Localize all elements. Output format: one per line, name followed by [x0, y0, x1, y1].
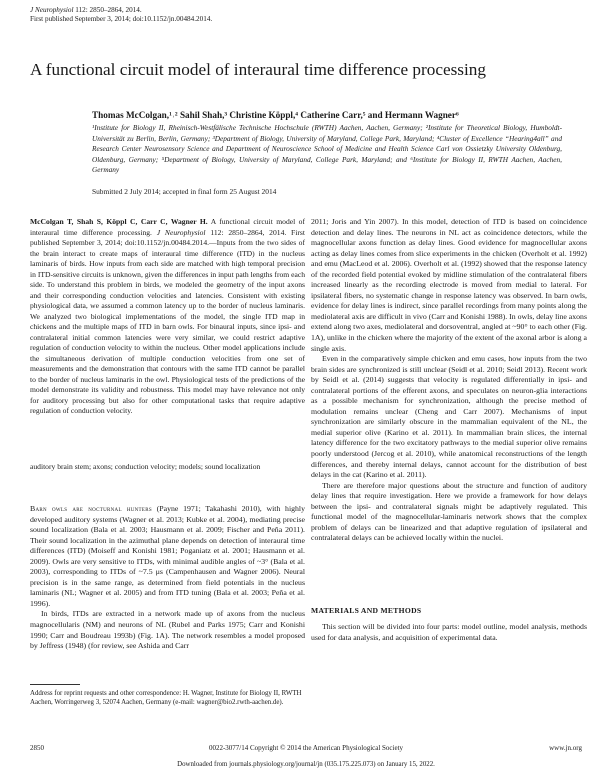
introduction-left: [30, 504, 305, 652]
methods-text: This section will be divided into four parts: model outline, model analysis, methods used for data analysis, and acquisition of experimental data.: [311, 622, 587, 642]
publication-info: First published September 3, 2014; doi:10.1152/jn.00484.2014.: [30, 15, 213, 23]
abstract-citation-title: A functional circuit model of interaural time difference processing.: [30, 217, 305, 237]
submission-dates: Submitted 2 July 2014; accepted in final form 25 August 2014: [92, 187, 277, 196]
correspondence-footnote: Address for reprint requests and other correspondence: H. Wagner, Institute for Biology II, RWTH Aachen, Worringerweg 3, 52074 Aachen, Germany (e-mail: wagner@bio2.rwth-aachen.de).: [30, 690, 302, 706]
intro-paragraph-3: 2011; Joris and Yin 2007). In this model, detection of ITD is based on coincidence detection and delay lines. The neurons in NL act as coincidence detectors, while the magnocellular axons function as delay lines. Good evidence for magnocellular axons acting as delay lines comes from slice experiments in the chicken (Overholt et al. 1992) and emu (MacLeod et al. 2006). Overholt et al. (1992) showed that the response latency of the recorded field potential evoked by midline stimulation of the contralateral fibers increased linearly as the recording electrode is moved from medial to lateral. For ipsilateral fibers, no systematic change in response latency was observed. In barn owls, evidence for delay lines is indirect, since parallel recordings from many points along the mediolateral axis are difficult in vivo (Carr and Konishi 1988). In owls, delay line axons extend along two axes, mediolateral and dorsoventral, angled at ~90° to each other (Fig. 1A), unlike in the chicken where the majority of the extent of the axonal arbor is along a single axis.: [311, 217, 587, 353]
abstract: [30, 217, 305, 417]
intro-paragraph: [30, 504, 305, 609]
journal-name: J Neurophysiol: [30, 6, 74, 14]
intro-lead-smallcaps: Barn owls are nocturnal hunters: [30, 504, 152, 513]
author-list: Thomas McColgan,¹˒² Sahil Shah,³ Christine Köppl,⁴ Catherine Carr,⁵ and Hermann Wagner⁶: [92, 110, 459, 120]
intro-paragraph-4: Even in the comparatively simple chicken and emu cases, how inputs from the two brain sides are synchronized is still unclear (Seidl et al. 2010; Seidl 2013). Recent work by Seidl et al. (2014) suggests that velocity is regulated differentially in ipsi- and contralateral portions of the efferent axons, and speculates on neuron-glia interactions as a possible mechanism for synchronization, although the precise method of modulation remains unclear (Cheng and Carr 2007). Mechanisms of input synchronization are similarly obscure in the mammalian equivalent of the NL, the medial superior olive (Karino et al. 2011). In mammalian brain slices, the internal latency difference for the two excitatory pathways to the medial superior olive remains poorly understood (Jercog et al. 2010), while anatomical reconstructions of the length differences, and thereby internal delays, cannot account for the distribution of best delays in the cat (Karino et al. 2011).: [311, 354, 587, 480]
article-title: A functional circuit model of interaural time difference processing: [30, 60, 486, 79]
introduction-right: [311, 217, 587, 544]
copyright-line: 0022-3077/14 Copyright © 2014 the American Physiological Society: [208, 744, 404, 752]
abstract-journal: J Neurophysiol: [156, 227, 206, 237]
download-notice: Downloaded from journals.physiology.org/journal/jn (035.175.225.073) on January 15, 2022.: [177, 761, 435, 768]
journal-citation: 112: 2850–2864, 2014.: [75, 6, 142, 14]
journal-url[interactable]: www.jn.org: [549, 744, 582, 752]
page-number: 2850: [30, 744, 44, 752]
intro-paragraph-2: In birds, ITDs are extracted in a network made up of axons from the nucleus magnocellularis (NM) and neurons of NL (Rubel and Parks 1975; Carr and Konishi 1990; Carr and Boudreau 1993b) (Fig. 1A). The network resembles a model proposed by Jeffress (1948) (for review, see Ashida and Carr: [30, 609, 305, 651]
intro-paragraph-5: There are therefore major questions about the structure and function of auditory delay lines that require investigation. Here we provide a framework for how delays between the ipsi- and contralateral signals might be adaptively regulated. This functional model of the magnocellular-laminaris network shows that the complex problem of delays can be linearized and that adaptive regulation of ipsilateral and contralateral delays can be achieved locally within the nuclei.: [311, 480, 587, 543]
keywords: auditory brain stem; axons; conduction velocity; models; sound localization: [30, 462, 261, 471]
abstract-citation-authors: McColgan T, Shah S, Köppl C, Carr C, Wagner H.: [30, 217, 208, 226]
methods-heading: MATERIALS AND METHODS: [311, 606, 422, 615]
affiliations: ¹Institute for Biology II, Rheinisch-Westfälische Technische Hochschule (RWTH) Aachen, Aachen, Germany; ²Institute for Theoretical Biology, Humboldt-Universität zu Berlin, Berlin, Germany; ³Department of Biology, University of Maryland, College Park, Maryland; ⁴Cluster of Excellence “Hearing4all” and Research Center Neurosensory Science and Department of Neuroscience School of Medicine and Health Science Carl von Ossietzky University Oldenburg, Oldenburg, Germany; ⁵Department of Biology, University of Maryland, College Park, Maryland; and ⁶Institute for Biology II, RWTH Aachen, Aachen, Germany: [92, 123, 562, 175]
running-header: [30, 6, 212, 24]
footnote-divider: [30, 684, 80, 685]
abstract-body: 112: 2850–2864, 2014. First published September 3, 2014; doi:10.1152/jn.00484.2014.—Inputs from the two sides of the brain interact to create maps of interaural time difference (ITD) in the nucleus laminaris of birds. How inputs from each side are matched with high temporal precision in ITD-sensitive circuits is unknown, given the differences in input path lengths from each side. To understand this problem in birds, we modeled the geometry of the input axons and their corresponding conduction velocities and latencies. Consistent with existing physiological data, we assumed a common latency up to the border of nucleus laminaris. We analyzed two biological implementations of the model, the single ITD map in chickens and the multiple maps of ITD in barn owls. For binaural inputs, since ipsi- and contralateral initial common latencies were very similar, we could restrict adaptive regulation of conduction velocity to within the nucleus. Other model applications include the simultaneous derivation of multiple conduction velocities from one set of measurements and the demonstration that contours with the same ITD cannot be parallel to the border of nucleus laminaris in the owl. Physiological tests of the predictions of the model demonstrate its validity and robustness. This model may have relevance not only for auditory processing but also for other computational tasks that require adaptive regulation of conduction velocity.: [30, 227, 305, 415]
intro-paragraph-1: (Payne 1971; Takahashi 2010), with highly developed auditory systems (Wagner et al. 2013; Kubke et al. 2004), mediating precise sound localization (Bala et al. 2003; Hausmann et al. 2009; Fischer and Peña 2011). Their sound localization in the azimuthal plane depends on detection of interaural time differences (ITD) (Moiseff and Konishi 1981; Poganiatz et al. 2001; Hausmann et al. 2009). Owls are very sensitive to ITDs, with minimal audible angles of ~3° (Bala et al. 2003), corresponding to ITDs of ~7.5 μs (Campenhausen and Wagner 2006). Neural precision is in the same range, as determined from field potentials in the nucleus laminaris (NL; Wagner et al. 2005) and from ITD tuning (Bala et al. 2003; Peña et al. 1996).: [30, 504, 305, 608]
